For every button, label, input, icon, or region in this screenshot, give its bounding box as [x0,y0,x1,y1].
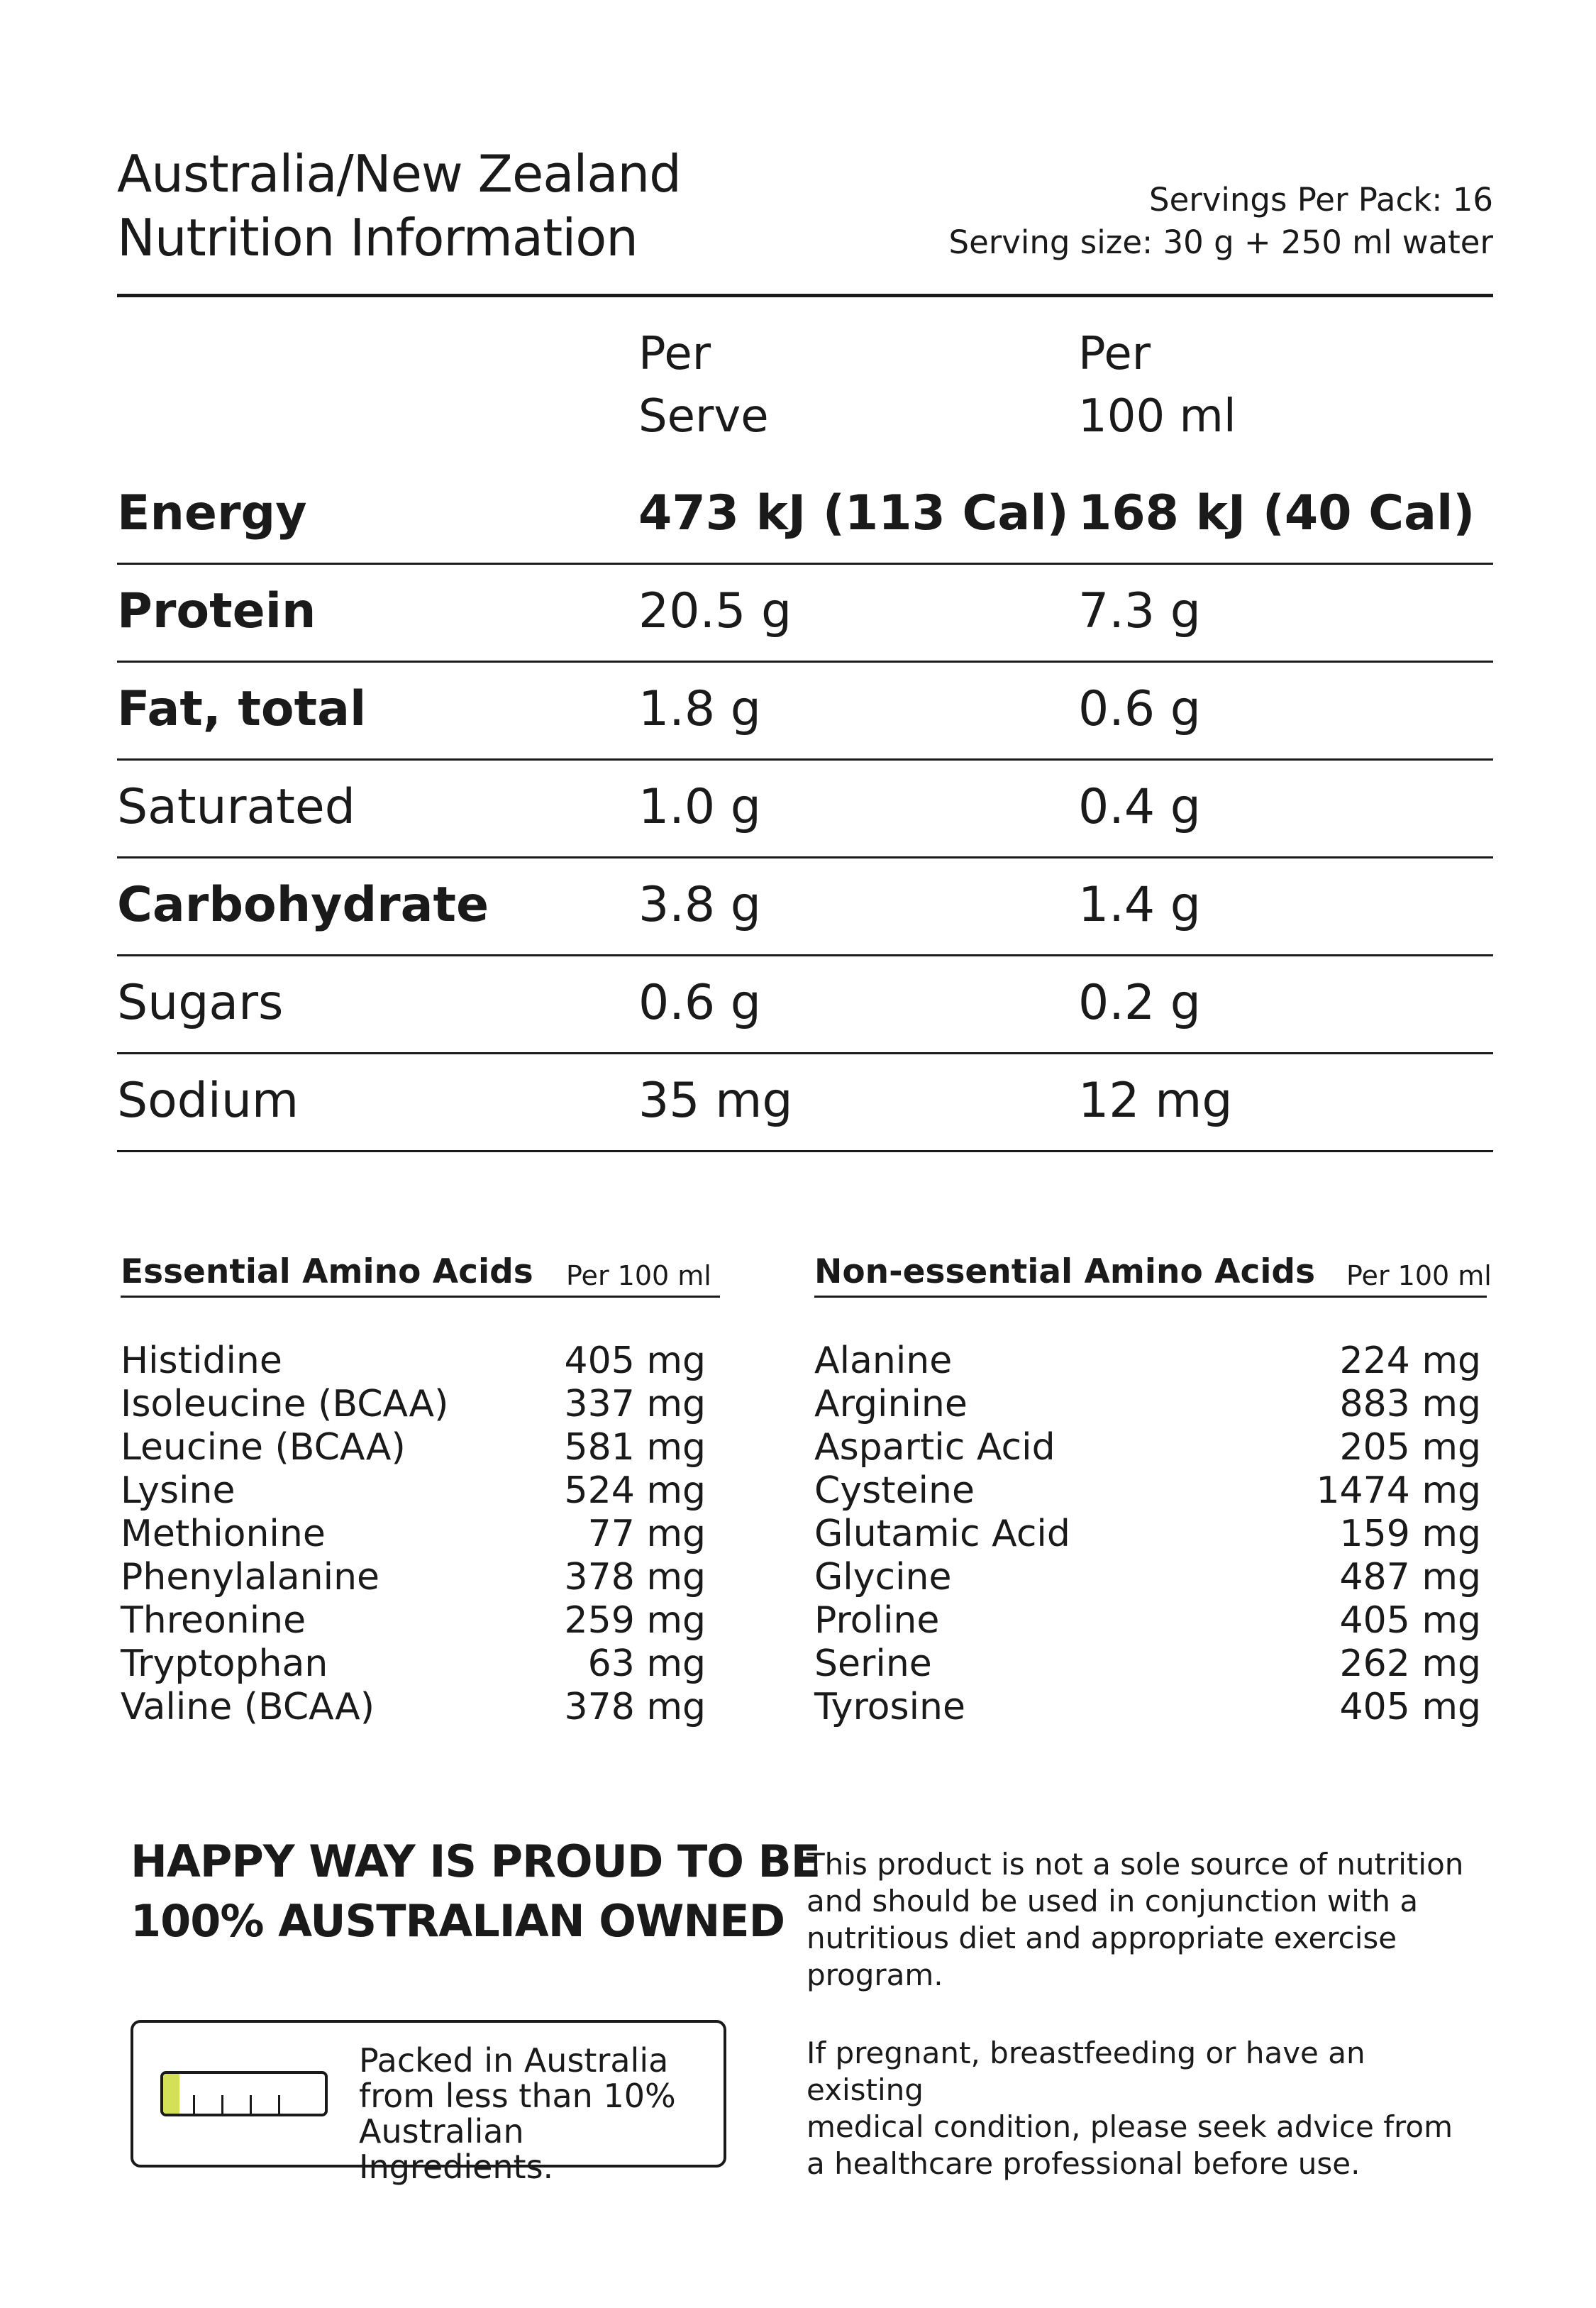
nonessential-per-label: Per 100 ml [1346,1260,1492,1291]
country-of-origin-label [131,2020,726,2186]
row-label: Sodium [117,1073,299,1129]
list-item: Alanine 224 mg [814,1340,1481,1382]
row-per-serve: 1.8 g [638,681,761,737]
list-item: Leucine (BCAA) 581 mg [121,1426,706,1469]
row-per-100ml: 0.2 g [1078,975,1201,1031]
list-item: Arginine 883 mg [814,1383,1481,1425]
nutrition-row-energy [117,465,1493,565]
nutrition-row-sugars [117,954,1493,1054]
header-divider [117,294,1493,297]
row-per-100ml: 12 mg [1078,1073,1233,1129]
gauge-tick [250,2095,252,2114]
list-item: Methionine 77 mg [121,1513,706,1555]
column-header-per-100ml: Per 100 ml [1078,328,1236,443]
row-per-serve: 35 mg [638,1073,793,1129]
servings-per-pack: Servings Per Pack: 16 [1149,181,1493,219]
gauge-fill [163,2074,179,2114]
row-label: Carbohydrate [117,877,489,933]
australian-ingredients-bar [160,2071,328,2116]
essential-per-label: Per 100 ml [566,1260,711,1291]
australian-owned-statement: HAPPY WAY IS PROUD TO BE 100% AUSTRALIAN OWNED [131,1835,821,1947]
packed-in-text: Packed in Australia from less than 10% Australian Ingredients. [359,2041,676,2186]
column-header-per-serve: Per Serve [638,328,769,443]
row-per-100ml: 168 kJ (40 Cal) [1078,485,1475,541]
title-line-2: Nutrition Information [117,208,638,267]
nutrition-row-fat-total [117,661,1493,761]
row-label: Energy [117,485,307,541]
row-per-serve: 20.5 g [638,583,792,639]
list-item: Proline 405 mg [814,1599,1481,1642]
list-item: Histidine 405 mg [121,1340,706,1382]
list-item: Tryptophan 63 mg [121,1642,706,1685]
row-per-100ml: 1.4 g [1078,877,1201,933]
row-per-serve: 0.6 g [638,975,761,1031]
list-item: Tyrosine 405 mg [814,1686,1481,1728]
list-item: Cysteine 1474 mg [814,1469,1481,1512]
row-per-100ml: 0.4 g [1078,779,1201,835]
list-item: Glycine 487 mg [814,1556,1481,1599]
row-per-serve: 1.0 g [638,779,761,835]
row-label: Fat, total [117,681,367,737]
list-item: Glutamic Acid 159 mg [814,1513,1481,1555]
list-item: Lysine 524 mg [121,1469,706,1512]
nonessential-amino-title: Non-essential Amino Acids [814,1252,1316,1291]
row-per-100ml: 0.6 g [1078,681,1201,737]
serving-size: Serving size: 30 g + 250 ml water [948,223,1493,261]
list-item: Valine (BCAA) 378 mg [121,1686,706,1728]
essential-amino-list [121,1340,706,1729]
nutrition-row-protein [117,563,1493,663]
list-item: Phenylalanine 378 mg [121,1556,706,1599]
title-line-1: Australia/New Zealand [117,144,681,204]
row-per-100ml: 7.3 g [1078,583,1201,639]
row-label: Sugars [117,975,284,1031]
nonessential-amino-list [814,1340,1481,1729]
essential-amino-rule [121,1296,720,1298]
list-item: Serine 262 mg [814,1642,1481,1685]
row-label: Saturated [117,779,355,835]
row-per-serve: 473 kJ (113 Cal) [638,485,1069,541]
nutrition-row-sodium [117,1052,1493,1152]
nutrition-row-carbohydrate [117,856,1493,956]
nutrition-row-saturated [117,758,1493,858]
gauge-tick [278,2095,280,2114]
sole-source-disclaimer: This product is not a sole source of nutrition and should be used in conjunction with a nutritious diet and appropriate exercise program. [807,1847,1464,1992]
gauge-tick [221,2095,223,2114]
medical-disclaimer: If pregnant, breastfeeding or have an existing medical condition, please seek advice from a healthcare professional before use. [807,2036,1453,2181]
list-item: Isoleucine (BCAA) 337 mg [121,1383,706,1425]
gauge-tick [193,2095,195,2114]
essential-amino-title: Essential Amino Acids [121,1252,533,1291]
list-item: Threonine 259 mg [121,1599,706,1642]
row-label: Protein [117,583,316,639]
nonessential-amino-rule [814,1296,1487,1298]
list-item: Aspartic Acid 205 mg [814,1426,1481,1469]
row-per-serve: 3.8 g [638,877,761,933]
serving-info [949,179,1493,264]
page-title [117,142,681,270]
